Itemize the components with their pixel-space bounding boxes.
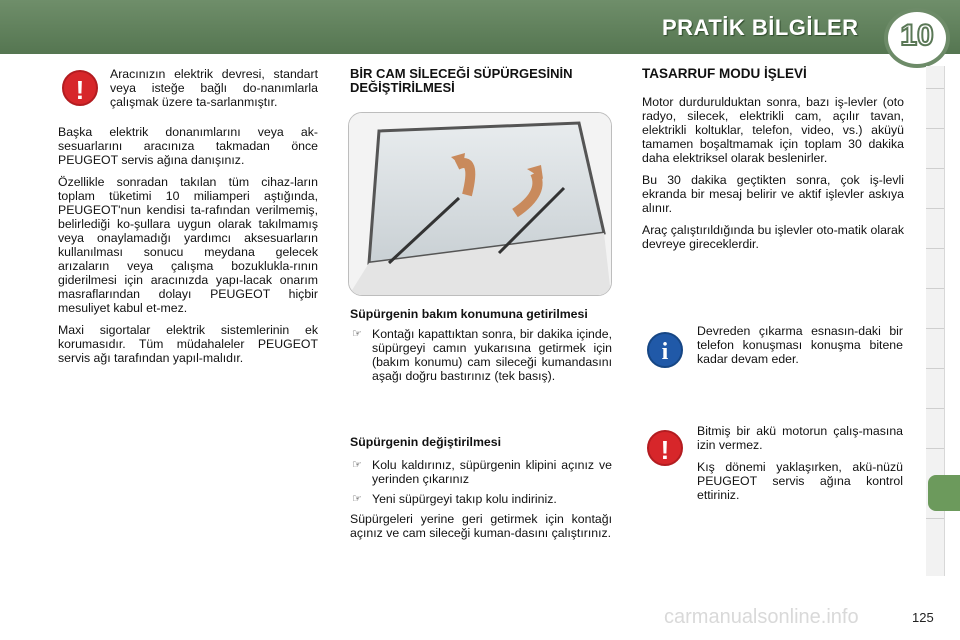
paragraph: Süpürgeleri yerine geri getirmek için kontağı açınız ve cam sileceği kuman-dasını çalıştırınız. — [350, 512, 612, 540]
hand-pointer-icon: ☞ — [352, 459, 362, 471]
warning-box-right — [697, 424, 903, 510]
hand-pointer-icon: ☞ — [352, 493, 362, 505]
page-number: 125 — [912, 610, 934, 625]
middle-title — [350, 67, 612, 95]
bullet-item — [350, 458, 612, 486]
subsection-heading: Süpürgenin değiştirilmesi — [350, 435, 502, 449]
tab-divider — [926, 88, 944, 89]
tab-divider — [926, 128, 944, 129]
tab-divider — [926, 168, 944, 169]
tab-divider — [926, 448, 944, 449]
chapter-tab-active[interactable] — [928, 475, 960, 511]
replacement-section — [350, 436, 612, 540]
chapter-badge — [884, 8, 950, 68]
info-box — [697, 324, 903, 374]
chapter-number: 10 — [900, 19, 934, 52]
tab-divider — [926, 518, 944, 519]
section-title-line: DEĞİŞTİRİLMESİ — [350, 80, 455, 95]
hand-pointer-icon: ☞ — [352, 328, 362, 340]
tab-divider — [926, 248, 944, 249]
windshield-illustration — [349, 113, 611, 295]
warning-box-left — [110, 67, 318, 117]
paragraph: Maxi sigortalar elektrik sistemlerinin ek korumasıdır. Tüm müdahaleler PEUGEOT servis ağı tarafından yapıl-malıdır. — [58, 323, 318, 365]
paragraph: Motor durdurulduktan sonra, bazı iş-levler (oto radyo, silecek, elektrikli cam, açılır tavan, elektrikli koltuklar, telefon, video, vs.) aküyü tamamen boşaltmamak için toplam 30 dakika daha elektriksel olarak beslenirler. — [642, 95, 904, 165]
right-column — [642, 67, 904, 259]
tab-divider — [926, 408, 944, 409]
tab-divider — [926, 288, 944, 289]
paragraph: Araç çalıştırıldığında bu işlevler oto-matik olarak devreye gireceklerdir. — [642, 223, 904, 251]
maintenance-section — [350, 308, 612, 389]
page-section-title: PRATİK BİLGİLER — [662, 15, 859, 40]
paragraph: Başka elektrik donanımlarını veya ak-sesuarlarını aracınıza takmadan önce PEUGEOT servis ağına danışınız. — [58, 125, 318, 167]
tab-divider — [926, 208, 944, 209]
tab-divider — [926, 328, 944, 329]
bullet-text: Yeni süpürgeyi takıp kolu indiriniz. — [372, 492, 557, 506]
bullet-item — [350, 327, 612, 383]
warning-text: Bitmiş bir akü motorun çalış-masına izin vermez. — [697, 424, 903, 452]
paragraph: Bu 30 dakika geçtikten sonra, çok iş-levli ekranda bir mesaj belirir ve aktif işlevler askıya alınır. — [642, 173, 904, 215]
left-column — [58, 125, 318, 373]
warning-text: Kış dönemi yaklaşırken, akü-nüzü PEUGEOT servis ağına kontrol ettiriniz. — [697, 460, 903, 502]
exclamation-icon: ! — [62, 70, 98, 106]
windshield-wiper-photo — [348, 112, 612, 296]
exclamation-icon: ! — [647, 430, 683, 466]
paragraph: Özellikle sonradan takılan tüm cihaz-ların toplam tüketimi 10 miliamperi aştığında, PEUGEOT'nun kendisi ta-rafından verilmemiş, belirlediği ko-şullara uygun olarak takılmamış veya onaylamadığı yardımcı aksesuarların kullanılması sonucu meydana gelecek arızaların veya çalışma bozuklukla-rının giderilmesi için aracınızda yapı-lacak onarım masraflarından dolayı PEUGEOT hiçbir mesuliyet kabul et-mez. — [58, 175, 318, 315]
subsection-heading: Süpürgenin bakım konumuna getirilmesi — [350, 307, 588, 321]
info-text: Devreden çıkarma esnasın-daki bir telefon konuşması konuşma bitene kadar devam eder. — [697, 324, 903, 366]
watermark: carmanualsonline.info — [664, 606, 859, 628]
bullet-text: Kontağı kapattıktan sonra, bir dakika içinde, süpürgeyi camın yukarısına getirmek için (bakım konumu) cam sileceği kumandasını aşağı doğru bastırınız (tek basış). — [372, 327, 612, 383]
info-icon: i — [647, 332, 683, 368]
section-title-line: BİR CAM SİLECEĞİ SÜPÜRGESİNİN — [350, 66, 573, 81]
section-title: TASARRUF MODU İŞLEVİ — [642, 66, 807, 81]
bullet-item — [350, 492, 612, 506]
bullet-text: Kolu kaldırınız, süpürgenin klipini açınız ve yerinden çıkarınız — [372, 458, 612, 486]
tab-divider — [926, 368, 944, 369]
warning-text: Aracınızın elektrik devresi, standart veya isteğe bağlı do-nanımlarla çalışmak üzere ta-sarlanmıştır. — [110, 67, 318, 109]
